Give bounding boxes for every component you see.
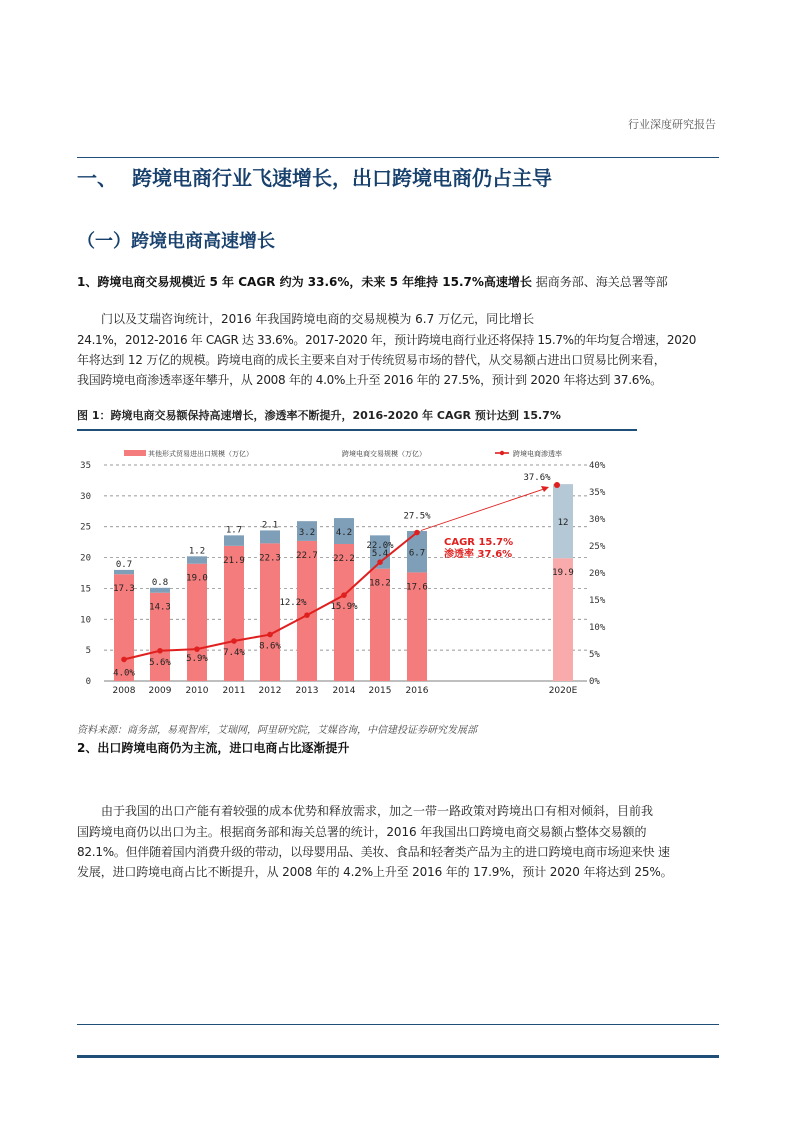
data-label-other: 17.6 <box>406 582 428 593</box>
penetration-annotation: 渗透率 37.6% <box>444 549 513 560</box>
bar-other-trade <box>224 546 244 681</box>
right-axis-tick: 20% <box>589 569 606 579</box>
right-axis-tick: 25% <box>589 542 606 552</box>
data-label-ecom: 3.2 <box>298 528 316 539</box>
penetration-rate-point <box>231 638 237 644</box>
figure-title: 图 1：跨境电商交易额保持高速增长，渗透率不断提升，2016-2020 年 CAGR 预计达到 15.7% <box>77 409 561 422</box>
penetration-rate-label: 22.0% <box>366 541 394 552</box>
bar-other-trade <box>260 543 280 681</box>
penetration-rate-point <box>304 612 310 618</box>
legend-swatch-rate-dot <box>500 451 504 455</box>
category-label: 2020E <box>548 686 578 696</box>
penetration-rate-point <box>414 530 420 536</box>
point2-line1: 由于我国的出口产能有着较强的成本优势和释放需求，加之一带一路政策对跨境出口有相对倾斜，目前我 <box>101 804 654 818</box>
penetration-rate-label: 4.0% <box>113 668 135 679</box>
header-rule <box>77 157 719 158</box>
penetration-rate-point <box>194 646 200 652</box>
subsection-heading: （一）跨境电商高速增长 <box>77 231 275 252</box>
section-heading-1 <box>77 162 552 191</box>
data-label-other: 22.2 <box>333 553 355 564</box>
point1-line3: 24.1%，2012-2016 年 CAGR 达 33.6%。2017-2020 年，预计跨境电商行业还将保持 15.7%的年均复合增速，2020 <box>77 333 697 347</box>
data-label-ecom: 1.2 <box>188 546 206 557</box>
right-axis-tick: 40% <box>589 461 606 471</box>
chart-area <box>77 433 719 723</box>
point1-lead-tail: 据商务部、海关总署等部 <box>535 275 668 289</box>
bar-other-trade <box>334 544 354 681</box>
point1-line4: 年将达到 12 万亿的规模。跨境电商的成长主要来自对于传统贸易市场的替代，从交易额占进出口贸易比例来看， <box>77 353 666 367</box>
penetration-rate-point-forecast <box>554 482 560 488</box>
data-label-other: 14.3 <box>149 602 171 613</box>
category-label: 2015 <box>368 686 392 696</box>
footer-rule-thick <box>77 1055 719 1058</box>
cagr-arrow-line <box>421 488 547 531</box>
bar-cross-border-ecom <box>224 535 244 545</box>
figure-source: 资料来源：商务部，易观智库，艾瑞网，阿里研究院，艾媒咨询，中信建投证券研究发展部 <box>77 725 477 736</box>
point2-line4: 发展，进口跨境电商占比不断提升，从 2008 年的 4.2%上升至 2016 年的 17.9%，预计 2020 年将达到 25%。 <box>77 865 673 879</box>
penetration-rate-label: 8.6% <box>259 641 281 652</box>
category-label: 2009 <box>148 686 172 696</box>
penetration-rate-label: 5.6% <box>149 657 171 668</box>
legend-swatch-other <box>124 450 146 456</box>
left-axis-tick: 5 <box>85 646 91 657</box>
bar-cross-border-ecom <box>187 556 207 563</box>
cagr-annotation: CAGR 15.7% <box>444 537 514 548</box>
data-label-ecom: 12 <box>557 518 569 529</box>
penetration-rate-label: 12.2% <box>279 598 307 609</box>
data-label-ecom: 6.7 <box>408 548 426 559</box>
legend-label-rate: 跨境电商渗透率 <box>513 450 562 458</box>
penetration-rate-point <box>377 559 383 565</box>
category-label: 2011 <box>222 686 246 696</box>
penetration-rate-point <box>267 632 273 638</box>
point2-lead <box>77 738 719 758</box>
category-label: 2014 <box>332 686 356 696</box>
legend-label-other: 其他形式贸易进出口规模（万亿） <box>148 450 253 458</box>
data-label-ecom: 2.1 <box>261 520 279 531</box>
data-label-ecom: 5.4 <box>371 549 389 560</box>
left-axis-tick: 0 <box>85 677 91 687</box>
left-axis-tick: 10 <box>80 615 91 626</box>
category-label: 2013 <box>295 686 319 696</box>
penetration-rate-point <box>121 657 127 663</box>
data-label-other: 19.0 <box>186 573 208 584</box>
point1-line5: 我国跨境电商渗透率逐年攀升，从 2008 年的 4.0%上升至 2016 年的 27.5%，预计到 2020 年将达到 37.6%。 <box>77 373 662 387</box>
penetration-rate-point <box>157 648 163 654</box>
penetration-rate-label: 27.5% <box>403 511 431 522</box>
right-axis-tick: 30% <box>589 515 606 525</box>
right-axis-tick: 5% <box>589 650 600 660</box>
penetration-rate-label: 7.4% <box>223 648 245 659</box>
penetration-rate-label: 5.9% <box>186 654 208 665</box>
report-type-label: 行业深度研究报告 <box>628 118 716 131</box>
legend-label-ecom: 跨境电商交易规模（万亿） <box>342 450 426 458</box>
data-label-other: 21.9 <box>223 555 245 566</box>
left-axis-tick: 20 <box>80 553 91 564</box>
data-label-ecom: 0.8 <box>151 577 169 588</box>
data-label-other: 17.3 <box>113 584 135 595</box>
category-label: 2016 <box>405 686 429 696</box>
bar-cross-border-ecom <box>150 588 170 593</box>
data-label-ecom: 4.2 <box>335 528 353 539</box>
right-axis-tick: 0% <box>589 677 600 687</box>
left-axis-tick: 30 <box>80 491 91 502</box>
category-label: 2010 <box>185 686 209 696</box>
data-label-other: 22.3 <box>259 553 281 564</box>
bar-cross-border-ecom <box>114 570 134 574</box>
penetration-rate-label: 15.9% <box>330 602 358 613</box>
bar-cross-border-ecom <box>260 530 280 543</box>
point2-line2: 国跨境电商仍以出口为主。根据商务部和海关总署的统计，2016 年我国出口跨境电商交易额占整体交易额的 <box>77 825 647 839</box>
right-axis-tick: 10% <box>589 623 606 633</box>
right-axis-tick: 35% <box>589 488 606 498</box>
point1-lead-line <box>77 272 719 292</box>
point2-lead-text: 2、出口跨境电商仍为主流，进口电商占比逐渐提升 <box>77 741 350 755</box>
left-axis-tick: 15 <box>80 584 91 595</box>
left-axis-tick: 25 <box>80 522 91 533</box>
section-title: 跨境电商行业飞速增长，出口跨境电商仍占主导 <box>132 166 552 190</box>
cagr-arrow-head <box>541 486 549 492</box>
data-label-other: 22.7 <box>296 550 318 561</box>
point2-line3: 82.1%。但伴随着国内消费升级的带动，以母婴用品、美妆、食品和轻奢类产品为主的进口跨境电商市场迎来快 速 <box>77 845 670 859</box>
category-label: 2012 <box>258 686 282 696</box>
section-number: 一、 <box>77 166 117 190</box>
point1-lead: 1、跨境电商交易规模近 5 年 CAGR 约为 33.6%，未来 5 年维持 15.7%高速增长 <box>77 275 532 289</box>
footer-rule-thin <box>77 1024 719 1025</box>
data-label-other: 19.9 <box>552 568 574 579</box>
penetration-rate-label: 37.6% <box>523 472 551 483</box>
left-axis-tick: 35 <box>80 461 91 471</box>
category-label: 2008 <box>112 686 136 696</box>
data-label-other: 18.2 <box>369 578 391 589</box>
data-label-ecom: 1.7 <box>225 525 243 536</box>
right-axis-tick: 15% <box>589 596 606 606</box>
data-label-ecom: 0.7 <box>115 559 133 570</box>
point1-line2: 门以及艾瑞咨询统计，2016 年我国跨境电商的交易规模为 6.7 万亿元，同比增长 <box>101 312 535 326</box>
figure-rule <box>77 429 637 431</box>
penetration-rate-point <box>341 592 347 598</box>
